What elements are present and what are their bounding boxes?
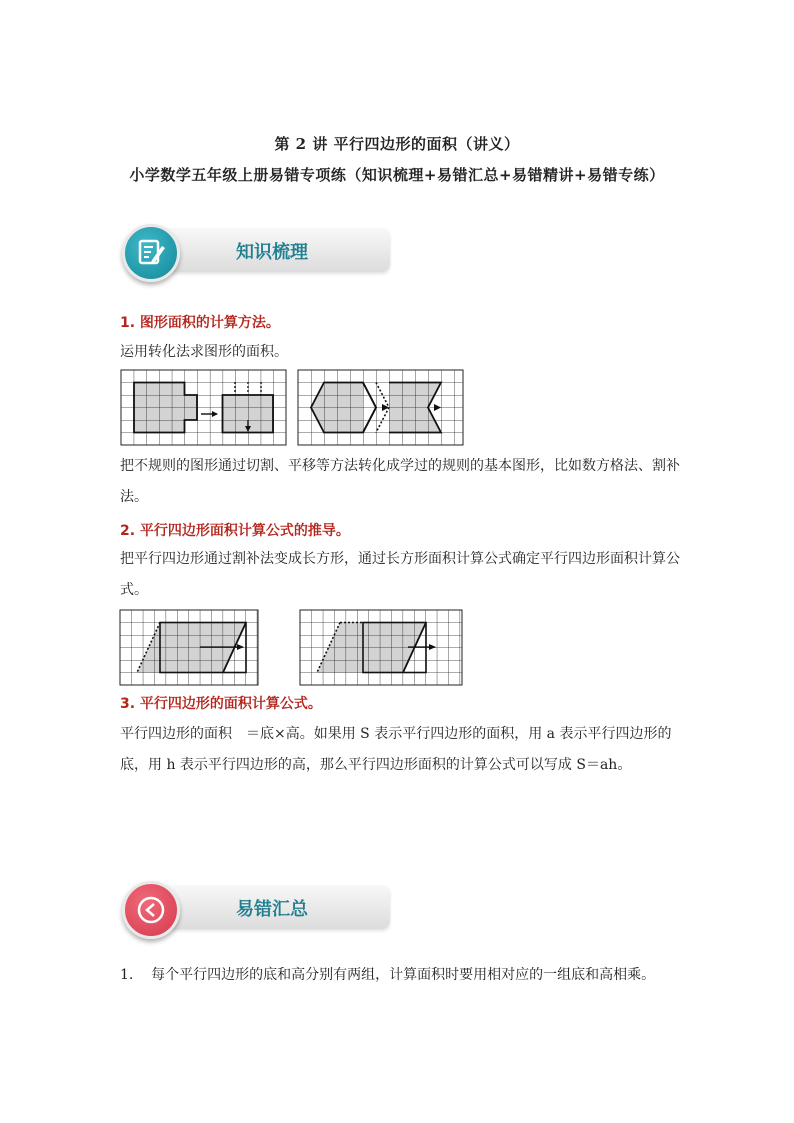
- item-1-heading: 1. 图形面积的计算方法。: [120, 315, 280, 331]
- error-item-1: [120, 960, 680, 991]
- section-banner-knowledge: [122, 226, 390, 274]
- error-item-number: 1.: [120, 967, 134, 983]
- item-1-intro: 运用转化法求图形的面积。: [120, 344, 288, 360]
- section-banner-errors: [122, 883, 390, 931]
- item-3-heading: 3. 平行四边形的面积计算公式。: [120, 696, 322, 712]
- notepad-pencil-icon: [122, 224, 180, 282]
- item-2-heading: 2. 平行四边形面积计算公式的推导。: [120, 523, 350, 539]
- play-circle-icon: [122, 881, 180, 939]
- item-1-body: 把不规则的图形通过切割、平移等方法转化成学过的规则的基本图形，比如数方格法、割补法。: [120, 458, 680, 505]
- page-title: 第 2 讲 平行四边形的面积（讲义）: [274, 135, 520, 153]
- item-2-body: 把平行四边形通过割补法变成长方形，通过长方形面积计算公式确定平行四边形面积计算公式。: [120, 551, 680, 598]
- banner-label: 知识梳理: [236, 242, 308, 263]
- error-item-text: 每个平行四边形的底和高分别有两组，计算面积时要用相对应的一组底和高相乘。: [151, 967, 656, 983]
- parallelogram-derivation-figure: [118, 608, 466, 688]
- conversion-figure-1: [118, 368, 466, 448]
- banner-label: 易错汇总: [236, 899, 308, 920]
- item-3-body: 平行四边形的面积 ＝底×高。如果用 S 表示平行四边形的面积，用 a 表示平行四边形的底，用 h 表示平行四边形的高，那么平行四边形面积的计算公式可以写成 S＝ah。: [120, 726, 672, 773]
- page-subtitle: 小学数学五年级上册易错专项练（知识梳理+易错汇总+易错精讲+易错专练）: [129, 166, 665, 184]
